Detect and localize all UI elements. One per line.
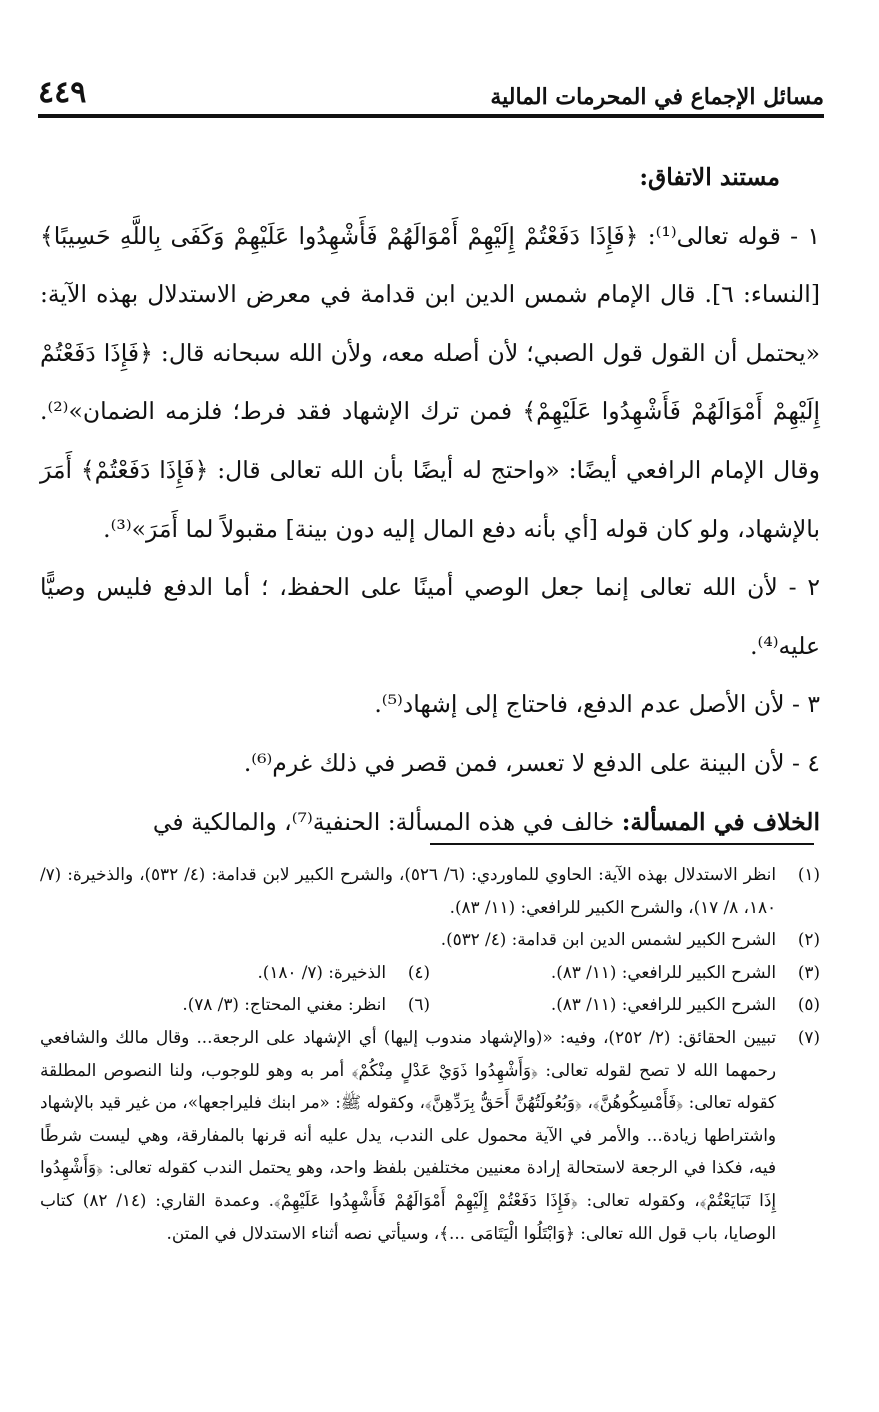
footnote-1 xyxy=(40,858,820,923)
footnote-text: انظر الاستدلال بهذه الآية: الحاوي للماوردي: (٦/ ٥٢٦)، والشرح الكبير لابن قدامة: (٤/ ٥٣٢)، والذخيرة: (٧/ ١٨٠، ٨/ ١٧)، والشرح الكبير للرافعي: (١١/ ٨٣). xyxy=(40,864,776,917)
section-heading: مستند الاتفاق: xyxy=(639,163,780,191)
disagreement-heading: الخلاف في المسألة: xyxy=(621,807,820,836)
running-title: مسائل الإجماع في المحرمات المالية xyxy=(490,84,824,110)
footnote-rule xyxy=(430,843,814,845)
footnote-4 xyxy=(40,956,430,989)
footnotes xyxy=(40,858,820,1249)
footnote-text: انظر: مغني المحتاج: (٣/ ٧٨). xyxy=(182,994,386,1015)
page-header xyxy=(38,62,824,110)
footnote-number: (٣) xyxy=(797,961,820,982)
page-number: ٤٤٩ xyxy=(38,75,87,110)
footnote-row xyxy=(40,956,820,989)
footnote-text: الشرح الكبير للرافعي: (١١/ ٨٣). xyxy=(550,961,776,982)
footnote-text: تبيين الحقائق: (٢/ ٢٥٢)، وفيه: «(والإشهاد مندوب إليها) أي الإشهاد على الرجعة... وقال مالك والشافعي رحمهما الله لا تصح لقوله تعالى: ﴿وَأَشْهِدُوا ذَوَيْ عَدْلٍ مِنْكُمْ﴾ أمر به وهو للوجوب، ولنا النصوص المطلقة كقوله تعالى: ﴿فَأَمْسِكُوهُنَّ﴾، ﴿وَبُعُولَتُهُنَّ أَحَقُّ بِرَدِّهِنَّ﴾، وكقوله ﷺ: «مر ابنك فليراجعها»، من غير قيد بالإشهاد واشتراطها زيادة... والأمر في الآية محمول على الندب، يدل عليه أنه قرنها بالمفارقة، وهي ليست شرطًا فيه، فكذا في الرجعة لاستحالة إرادة معنيين مختلفين بلفظ واحد، وهو يحتمل الندب كقوله تعالى: ﴿وَأَشْهِدُوا إِذَا تَبَايَعْتُمْ﴾، وكقوله تعالى: ﴿فَإِذَا دَفَعْتُمْ إِلَيْهِمْ أَمْوَالَهُمْ فَأَشْهِدُوا عَلَيْهِمْ﴾. وعمدة القاري: (١٤/ ٨٢) كتاب الوصايا، باب قول الله تعالى: ﴿وَابْتَلُوا الْيَتَامَى ...﴾، وسيأتي نصه أثناء الاستدلال في المتن. xyxy=(40,1026,776,1243)
footnote-row xyxy=(40,988,820,1021)
footnote-5 xyxy=(430,988,820,1021)
footnote-7 xyxy=(40,1021,820,1249)
footnote-number: (٥) xyxy=(797,994,820,1015)
paragraph-2: ٢ - لأن الله تعالى إنما جعل الوصي أمينًا على الحفظ، ؛ أما الدفع فليس وصيًّا عليه⁽⁴⁾. xyxy=(40,573,820,660)
paragraph-1: ١ - قوله تعالى⁽¹⁾: ﴿فَإِذَا دَفَعْتُمْ إِلَيْهِمْ أَمْوَالَهُمْ فَأَشْهِدُوا عَلَيْهِمْ وَكَفَى بِاللَّهِ حَسِيبًا﴾ [النساء: ٦]. قال الإمام شمس الدين ابن قدامة في معرض الاستدلال بهذه الآية: «يحتمل أن القول قول الصبي؛ لأن أصله معه، ولأن الله سبحانه قال: ﴿فَإِذَا دَفَعْتُمْ إِلَيْهِمْ أَمْوَالَهُمْ فَأَشْهِدُوا عَلَيْهِمْ﴾ فمن ترك الإشهاد فقد فرط؛ فلزمه الضمان»⁽²⁾. وقال الإمام الرافعي أيضًا: «واحتج له أيضًا بأن الله تعالى قال: ﴿فَإِذَا دَفَعْتُمْ﴾ أَمَرَ بالإشهاد، ولو كان قوله [أي بأنه دفع المال إليه دون بينة] مقبولاً لما أَمَرَ»⁽³⁾. xyxy=(40,221,820,543)
footnote-text: الشرح الكبير للرافعي: (١١/ ٨٣). xyxy=(550,994,776,1015)
paragraph-4: ٤ - لأن البينة على الدفع لا تعسر، فمن قصر في ذلك غرم⁽⁶⁾. xyxy=(243,748,820,777)
main-text xyxy=(40,148,820,851)
footnote-2 xyxy=(40,923,820,956)
footnote-3 xyxy=(430,956,820,989)
footnote-number: (٤) xyxy=(407,961,430,982)
footnote-text: الذخيرة: (٧/ ١٨٠). xyxy=(257,961,386,982)
footnote-number: (٧) xyxy=(797,1026,820,1047)
footnote-number: (٢) xyxy=(797,929,820,950)
footnote-6 xyxy=(40,988,430,1021)
footnote-number: (٦) xyxy=(407,994,430,1015)
paragraph-5-text: خالف في هذه المسألة: الحنفية⁽⁷⁾، والمالكية في xyxy=(152,807,622,836)
footnote-number: (١) xyxy=(797,864,820,884)
footnote-text: الشرح الكبير لشمس الدين ابن قدامة: (٤/ ٥٣٢). xyxy=(440,929,776,950)
paragraph-3: ٣ - لأن الأصل عدم الدفع، فاحتاج إلى إشهاد⁽⁵⁾. xyxy=(374,690,820,719)
header-rule xyxy=(38,114,824,118)
